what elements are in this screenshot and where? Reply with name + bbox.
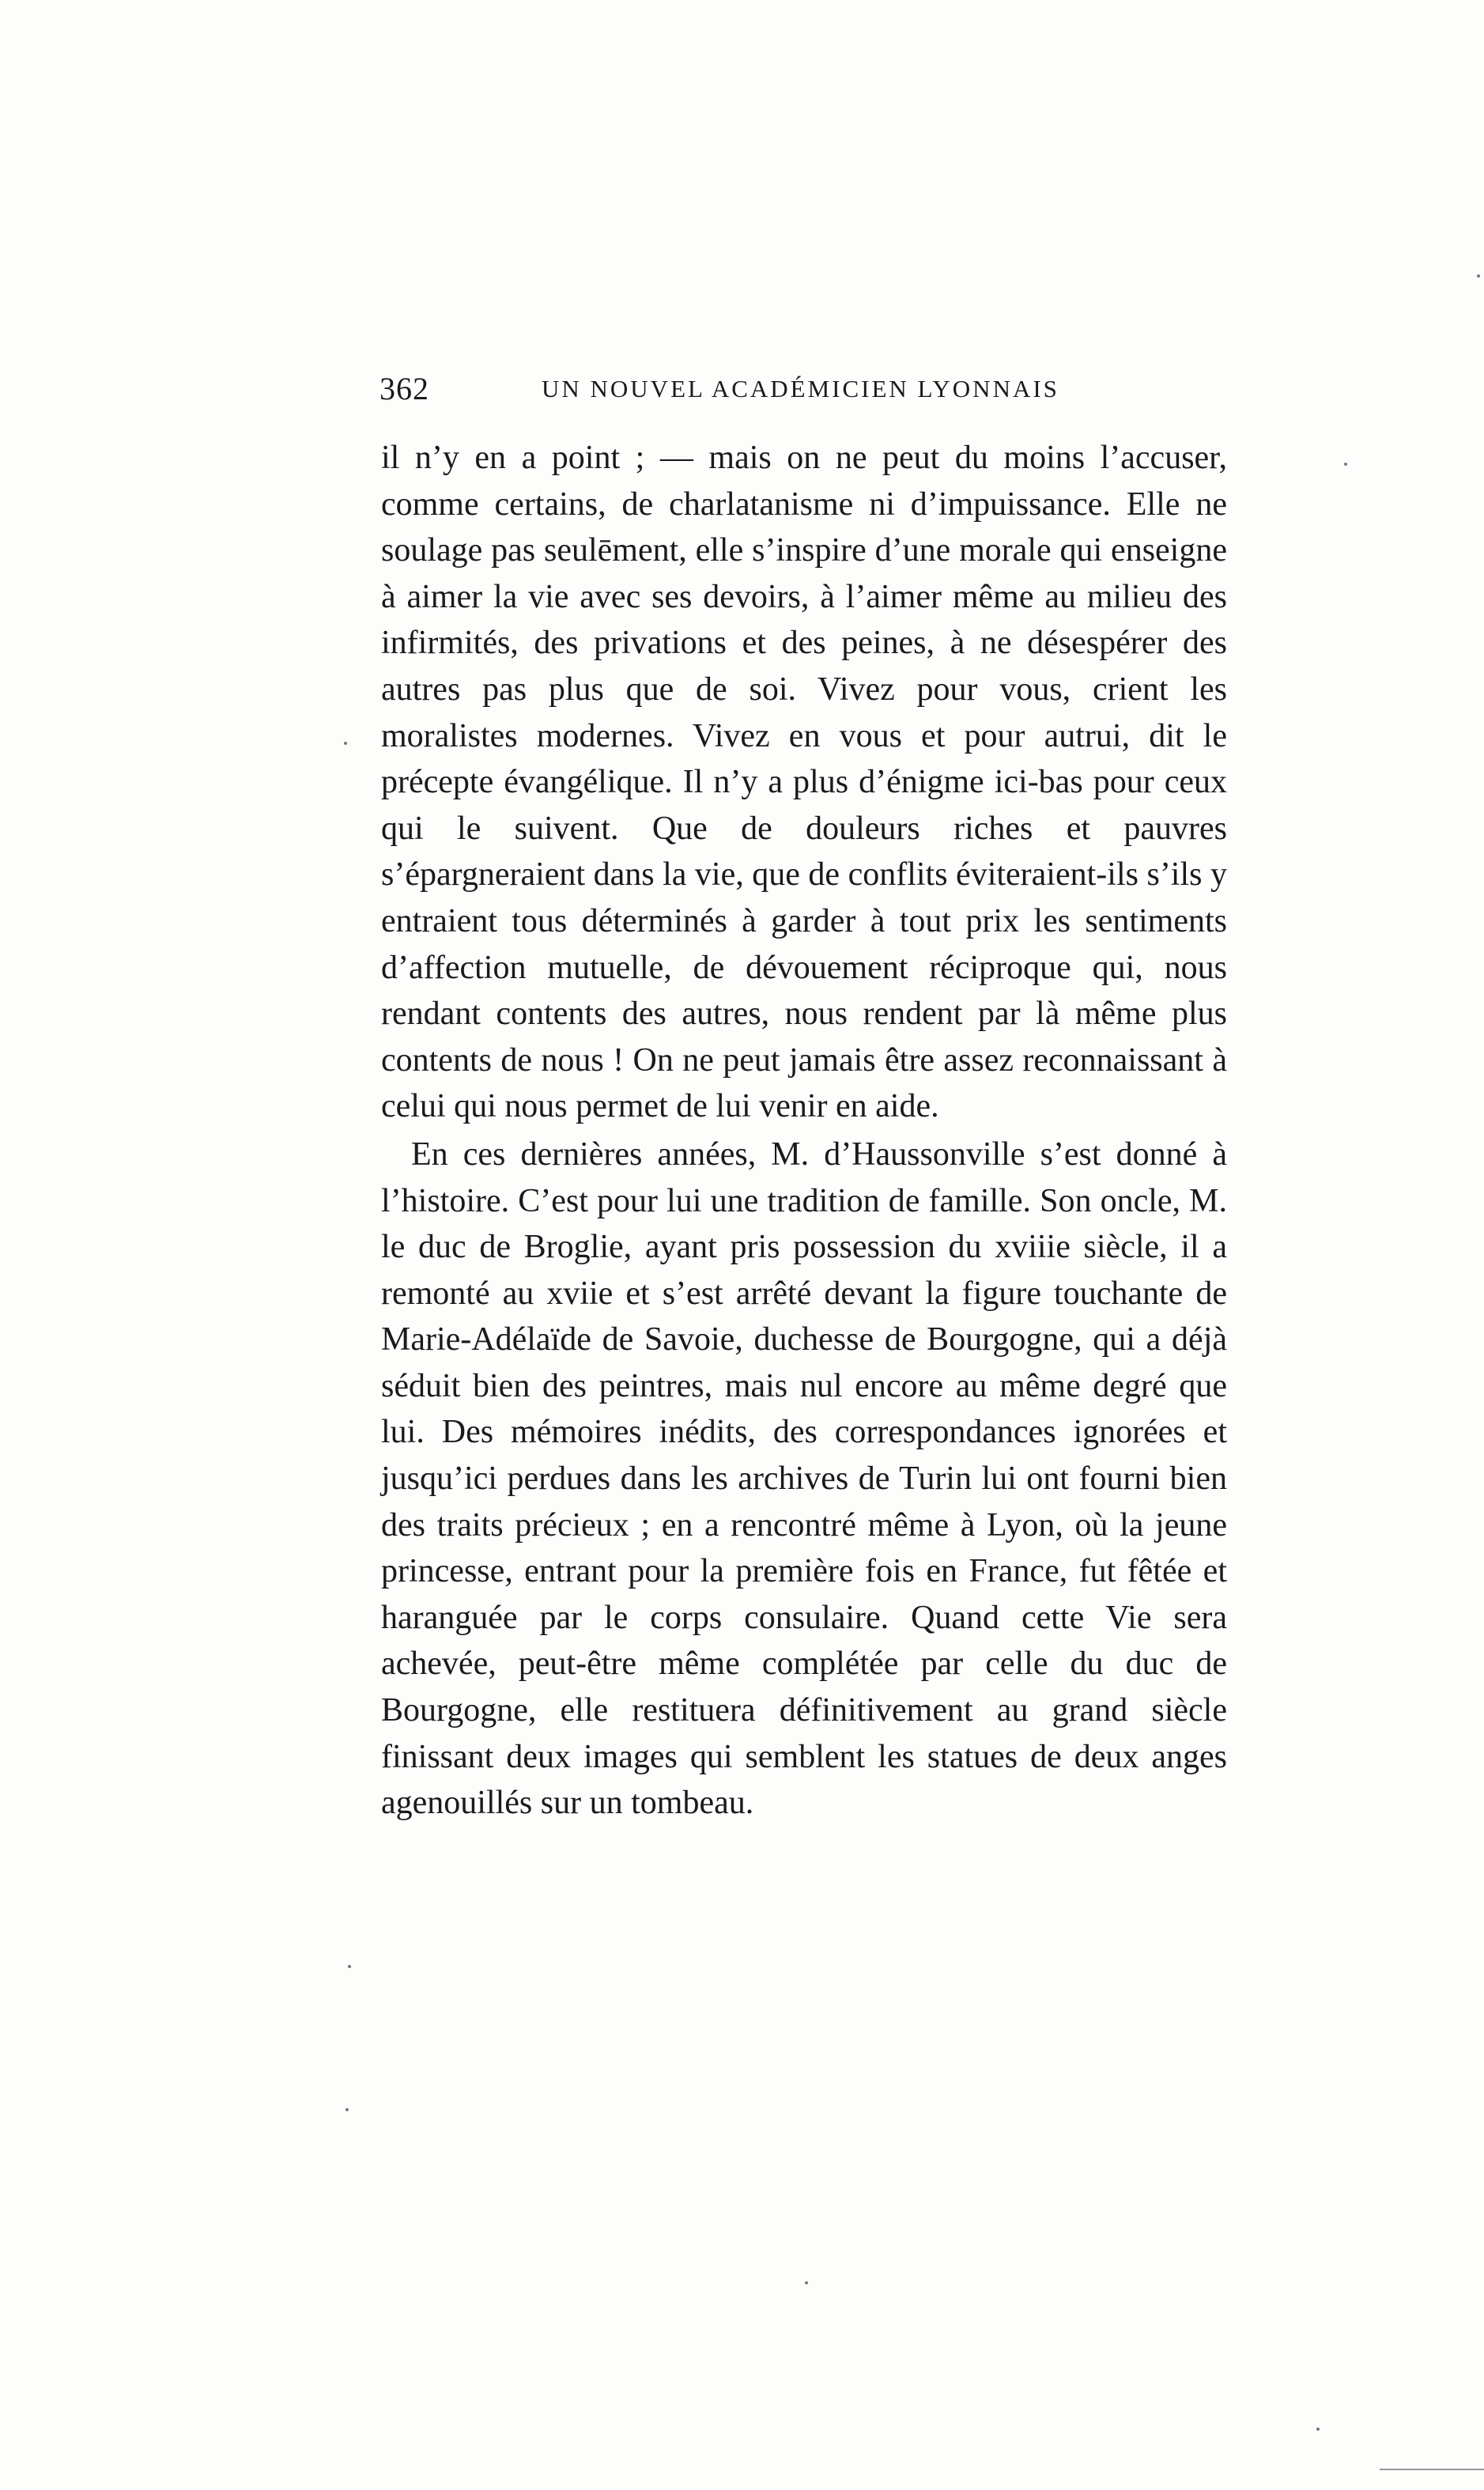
- scan-speck: [346, 2108, 349, 2111]
- running-head: [379, 370, 1225, 418]
- scan-speck: [1477, 274, 1480, 278]
- page-number: 362: [379, 371, 429, 406]
- body-text: [381, 435, 1227, 1827]
- scan-speck: [1344, 463, 1347, 466]
- paragraph-2: En ces dernières années, M. d’Haussonville s’est donné à l’histoire. C’est pour lui une tradition de famille. Son oncle, M. le duc de Broglie, ayant pris possession du xviiie siècle, il a remonté au xviie et s’est arrêté devant la figure touchante de Marie-Adélaïde de Savoie, duchesse de Bourgogne, qui a déjà séduit bien des peintres, mais nul encore au même degré que lui. Des mémoires inédits, des correspondances ignorées et jusqu’ici perdues dans les archives de Turin lui ont fourni bien des traits précieux ; en a rencontré même à Lyon, où la jeune princesse, entrant pour la première fois en France, fut fêtée et haranguée par le corps consulaire. Quand cette Vie sera achevée, peut-être même complétée par celle du duc de Bourgogne, elle restituera définitivement au grand siècle finissant deux images qui semblent les statues de deux anges agenouillés sur un tombeau.: [381, 1135, 1227, 1822]
- scan-speck: [805, 2281, 808, 2284]
- running-title: UN NOUVEL ACADÉMICIEN LYONNAIS: [542, 375, 1059, 402]
- scan-speck: [344, 742, 347, 745]
- paragraph-1: il n’y en a point ; — mais on ne peut du moins l’accuser, comme certains, de charlatanisme ni d’impuissance. Elle ne soulage pas seulēment, elle s’inspire d’une morale qui enseigne à aimer la vie avec ses devoirs, à l’aimer même au milieu des infirmités, des privations et des peines, à ne désespérer des autres pas plus que de soi. Vivez pour vous, crient les moralistes modernes. Vivez en vous et pour autrui, dit le précepte évangélique. Il n’y a plus d’énigme ici-bas pour ceux qui le suivent. Que de douleurs riches et pauvres s’épargneraient dans la vie, que de conflits éviteraient-ils s’ils y entraient tous déterminés à garder à tout prix les sentiments d’affection mutuelle, de dévouement réciproque qui, nous rendant contents des autres, nous rendent par là même plus contents de nous ! On ne peut jamais être assez reconnaissant à celui qui nous permet de lui venir en aide.: [381, 440, 1227, 1125]
- scan-speck: [1316, 2428, 1320, 2431]
- scan-speck: [348, 1965, 351, 1968]
- scan-edge-line: [1380, 2469, 1484, 2470]
